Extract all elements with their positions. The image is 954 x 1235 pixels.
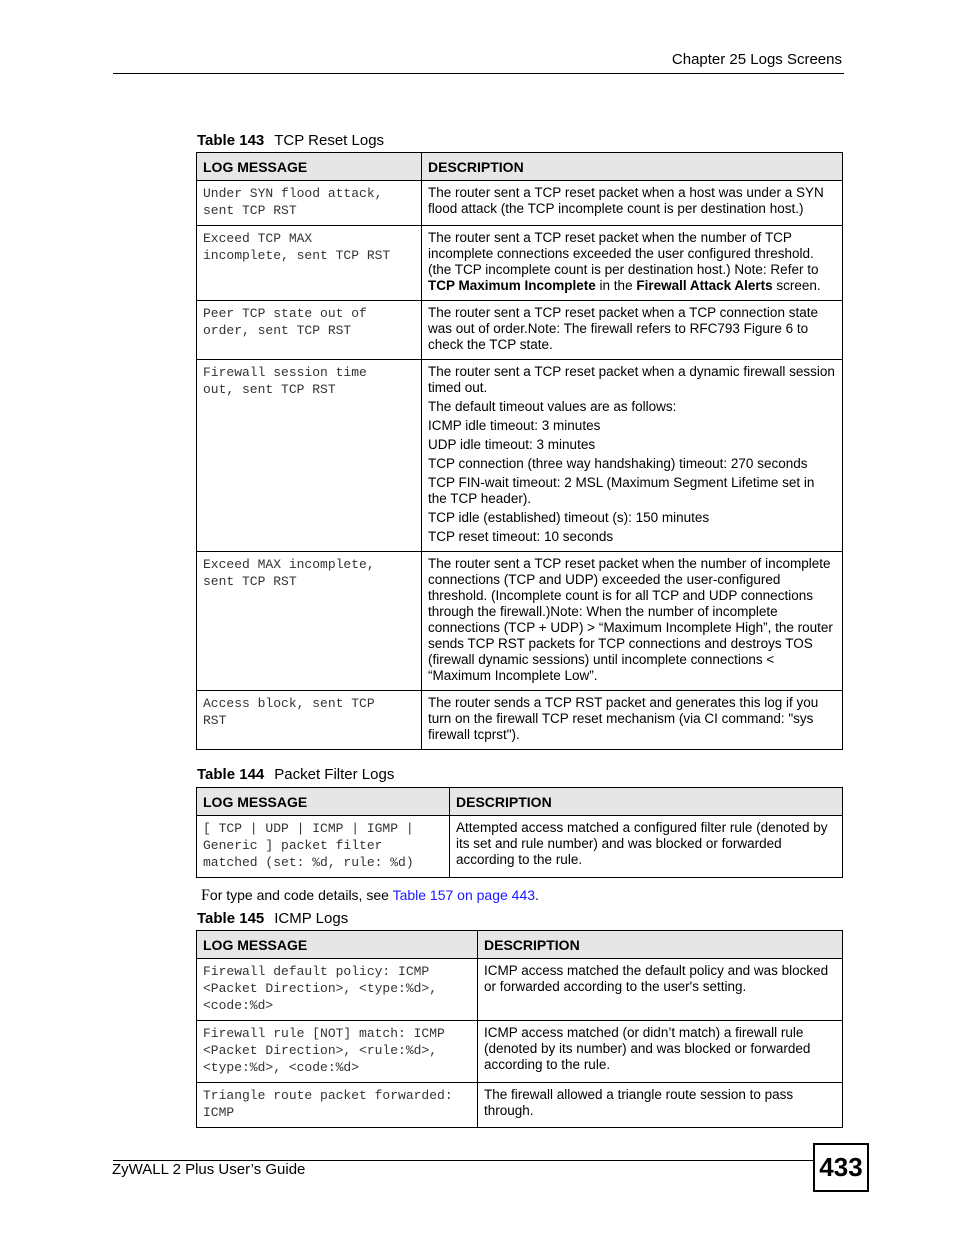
table-row — [197, 816, 843, 878]
description-paragraph: ICMP idle timeout: 3 minutes — [428, 418, 601, 433]
description-paragraph — [428, 230, 836, 294]
note-end: . — [535, 887, 539, 903]
table-title: ICMP Logs — [274, 910, 349, 927]
column-header-log-message: LOG MESSAGE — [197, 153, 422, 181]
log-message-line: Exceed TCP MAX — [203, 231, 313, 246]
log-message-line: sent TCP RST — [203, 574, 297, 589]
log-message-line: <type:%d>, <code:%d> — [203, 1060, 360, 1075]
description-paragraph: UDP idle timeout: 3 minutes — [428, 437, 596, 452]
table-number: Table 144 — [197, 766, 265, 783]
description-cell — [450, 816, 843, 878]
icmp-logs-table — [196, 930, 843, 1128]
description-text: in the — [595, 278, 637, 293]
log-message-line: <code:%d> — [203, 998, 274, 1013]
log-message-cell — [197, 816, 450, 878]
log-message-cell — [197, 1021, 478, 1083]
log-message-line: matched (set: %d, rule: %d) — [203, 855, 414, 870]
log-message-line: incomplete, sent TCP RST — [203, 248, 391, 263]
log-message-line: Firewall rule [NOT] match: ICMP — [203, 1026, 445, 1041]
guide-title: ZyWALL 2 Plus User’s Guide — [112, 1161, 306, 1178]
description-paragraph: ICMP access matched (or didn’t match) a firewall rule (denoted by its number) and was blocked or forwarded according to the rule. — [484, 1025, 811, 1072]
log-message-cell — [197, 181, 422, 226]
description-paragraph: The router sent a TCP reset packet when a dynamic firewall session timed out. — [428, 364, 835, 395]
description-cell — [478, 1021, 843, 1083]
page-number: 433 — [813, 1143, 869, 1192]
table-143-caption — [197, 132, 384, 149]
description-text: The router sent a TCP reset packet when the number of TCP incomplete connections exceeded the user configured threshold. (the TCP incomplete count is per destination host.) Note: Refer to — [428, 230, 819, 277]
log-message-line: Access block, sent TCP — [203, 696, 375, 711]
table-title: TCP Reset Logs — [274, 132, 385, 149]
log-message-cell — [197, 1083, 478, 1128]
log-message-line: Firewall session time — [203, 365, 367, 380]
table-row — [197, 1083, 843, 1128]
header-rule — [113, 73, 844, 74]
note-text — [201, 887, 539, 905]
column-header-description: DESCRIPTION — [478, 931, 843, 959]
log-message-line: RST — [203, 713, 227, 728]
log-message-line: <Packet Direction>, <type:%d>, — [203, 981, 438, 996]
description-paragraph: The router sends a TCP RST packet and generates this log if you turn on the firewall TCP reset mechanism (via CI command: "sys firewall tcprst"). — [428, 695, 819, 742]
log-message-line: [ TCP | UDP | ICMP | IGMP | — [203, 821, 414, 836]
description-cell — [422, 360, 843, 552]
description-ui-term: Firewall Attack Alerts — [636, 278, 773, 293]
packet-filter-logs-table — [196, 787, 843, 878]
description-paragraph: The router sent a TCP reset packet when the number of incomplete connections (TCP and UDP) exceeded the user-configured threshold. (Incomplete count is for all TCP and UDP connections through the firewall.)Note: When the number of incomplete connections (TCP + UDP) > “Maximum Incomplete High”, the router sends TCP RST packets for TCP connections and destroys TOS (firewall dynamic sessions) until incomplete connections < “Maximum Incomplete Low”. — [428, 556, 833, 683]
description-paragraph: TCP FIN-wait timeout: 2 MSL (Maximum Segment Lifetime set in the TCP header). — [428, 475, 815, 506]
description-text: screen. — [772, 278, 821, 293]
table-row — [197, 181, 843, 226]
column-header-description: DESCRIPTION — [450, 788, 843, 816]
description-cell — [422, 226, 843, 301]
log-message-cell — [197, 959, 478, 1021]
description-paragraph: ICMP access matched the default policy and was blocked or forwarded according to the user's setting. — [484, 963, 829, 994]
description-cell — [422, 691, 843, 750]
table-row — [197, 301, 843, 360]
table-row — [197, 959, 843, 1021]
note-body: or type and code details, see — [209, 887, 393, 903]
log-message-line: Triangle route packet forwarded: — [203, 1088, 453, 1103]
description-paragraph: TCP reset timeout: 10 seconds — [428, 529, 614, 544]
column-header-log-message: LOG MESSAGE — [197, 788, 450, 816]
table-row — [197, 360, 843, 552]
log-message-line: Peer TCP state out of — [203, 306, 367, 321]
log-message-cell — [197, 226, 422, 301]
description-paragraph: TCP idle (established) timeout (s): 150 minutes — [428, 510, 710, 525]
table-145-caption — [197, 910, 348, 927]
description-paragraph: The firewall allowed a triangle route session to pass through. — [484, 1087, 794, 1118]
column-header-log-message: LOG MESSAGE — [197, 931, 478, 959]
table-row — [197, 226, 843, 301]
table-row — [197, 691, 843, 750]
log-message-line: Exceed MAX incomplete, — [203, 557, 375, 572]
description-cell — [478, 959, 843, 1021]
log-message-cell — [197, 360, 422, 552]
table-157-link[interactable]: Table 157 on page 443 — [392, 887, 536, 903]
table-number: Table 143 — [197, 132, 265, 149]
column-header-description: DESCRIPTION — [422, 153, 843, 181]
description-cell — [422, 552, 843, 691]
description-cell — [422, 301, 843, 360]
table-number: Table 145 — [197, 910, 265, 927]
log-message-line: <Packet Direction>, <rule:%d>, — [203, 1043, 438, 1058]
description-ui-term: TCP Maximum Incomplete — [428, 278, 596, 293]
description-paragraph: Attempted access matched a configured filter rule (denoted by its set and rule number) and was blocked or forwarded according to the rule. — [456, 820, 828, 867]
description-paragraph: The router sent a TCP reset packet when a TCP connection state was out of order.Note: The firewall refers to RFC793 Figure 6 to check the TCP state. — [428, 305, 818, 352]
log-message-line: order, sent TCP RST — [203, 323, 352, 338]
description-paragraph: The default timeout values are as follows: — [428, 399, 677, 414]
log-message-line: ICMP — [203, 1105, 235, 1120]
log-message-cell — [197, 691, 422, 750]
log-message-line: Generic ] packet filter — [203, 838, 383, 853]
table-144-caption — [197, 766, 394, 783]
log-message-line: Under SYN flood attack, — [203, 186, 383, 201]
log-message-cell — [197, 552, 422, 691]
log-message-line: Firewall default policy: ICMP — [203, 964, 430, 979]
description-cell — [478, 1083, 843, 1128]
description-cell — [422, 181, 843, 226]
chapter-header: Chapter 25 Logs Screens — [671, 51, 842, 68]
tcp-reset-logs-table — [196, 152, 843, 750]
log-message-line: out, sent TCP RST — [203, 382, 336, 397]
table-row — [197, 1021, 843, 1083]
log-message-cell — [197, 301, 422, 360]
log-message-line: sent TCP RST — [203, 203, 297, 218]
table-title: Packet Filter Logs — [274, 766, 395, 783]
description-paragraph: The router sent a TCP reset packet when a host was under a SYN flood attack (the TCP incomplete count is per destination host.) — [428, 185, 824, 216]
table-row — [197, 552, 843, 691]
note-first-letter: F — [201, 887, 210, 904]
description-paragraph: TCP connection (three way handshaking) timeout: 270 seconds — [428, 456, 808, 471]
